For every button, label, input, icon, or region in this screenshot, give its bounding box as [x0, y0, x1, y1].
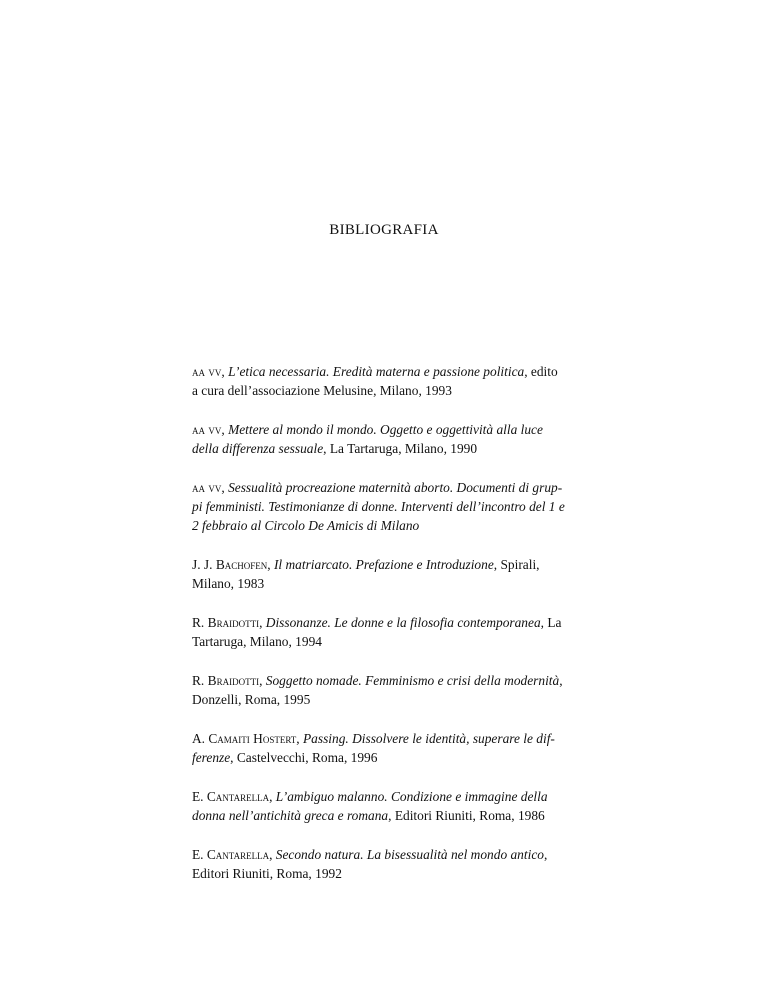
entry-title: Dissonanze. Le donne e la filosofia contemporanea	[265, 615, 541, 630]
entry-author: Camaiti Hostert	[208, 731, 297, 746]
entry-publication: , La Tartaruga, Milano, 1990	[323, 441, 478, 456]
entry-publication: , Editori Riuniti, Roma, 1986	[388, 808, 545, 823]
entry-line: aa vv, Mettere al mondo il mondo. Oggetto e oggettività alla luce	[192, 422, 543, 437]
entry-author-initials: A.	[192, 731, 209, 746]
entry-publication: ,	[559, 673, 563, 688]
entry-author: aa vv	[192, 480, 222, 495]
entry-title: Sessualità procreazione maternità aborto. Documenti di grup-	[228, 480, 563, 495]
entry-author: Cantarella	[206, 847, 270, 862]
entry-title: 2 febbraio al Circolo De Amicis di Milano	[192, 518, 420, 533]
entry-line: aa vv, Sessualità procreazione maternità aborto. Documenti di grup-	[192, 480, 563, 495]
entry-author: Cantarella	[206, 789, 270, 804]
bibliography-entry	[192, 787, 576, 825]
entry-publication: Tartaruga, Milano, 1994	[192, 634, 322, 649]
entry-line	[192, 632, 576, 651]
entry-title: donna nell’antichità greca e romana	[192, 808, 389, 823]
entry-title: della differenza sessuale	[192, 441, 324, 456]
bibliography-entry	[192, 729, 576, 767]
entry-publication: Milano, 1983	[192, 576, 265, 591]
entry-line: J. J. Bachofen, Il matriarcato. Prefazione e Introduzione, Spirali,	[192, 557, 540, 572]
entry-author-initials: R.	[192, 615, 208, 630]
entry-publication: a cura dell’associazione Melusine, Milano, 1993	[192, 383, 452, 398]
bibliography-entry	[192, 420, 576, 458]
entry-line	[192, 690, 576, 709]
bibliography-list	[192, 362, 576, 903]
entry-author: aa vv	[192, 422, 222, 437]
entry-line	[192, 381, 576, 400]
entry-author: Braidotti	[207, 673, 260, 688]
entry-author-initials: E.	[192, 789, 207, 804]
entry-author: Bachofen	[215, 557, 268, 572]
entry-line	[192, 574, 576, 593]
entry-title: Mettere al mondo il mondo. Oggetto e oggettività alla luce	[228, 422, 543, 437]
entry-title: Passing. Dissolvere le identità, superare le dif-	[302, 731, 555, 746]
entry-line	[192, 516, 576, 535]
bibliography-entry	[192, 671, 576, 709]
entry-line: E. Cantarella, L’ambiguo malanno. Condizione e immagine della	[192, 789, 548, 804]
entry-title: L’etica necessaria. Eredità materna e passione politica	[228, 364, 525, 379]
entry-line	[192, 497, 576, 516]
entry-title: Soggetto nomade. Femminismo e crisi della modernità	[265, 673, 560, 688]
entry-author-initials: E.	[192, 847, 207, 862]
entry-line: A. Camaiti Hostert, Passing. Dissolvere le identità, superare le dif-	[192, 731, 555, 746]
entry-title: Il matriarcato. Prefazione e Introduzione	[273, 557, 494, 572]
entry-line: R. Braidotti, Soggetto nomade. Femminismo e crisi della modernità,	[192, 673, 563, 688]
bibliography-entry	[192, 362, 576, 400]
bibliography-entry	[192, 478, 576, 535]
entry-title: pi femministi. Testimonianze di donne. Interventi dell’incontro del 1 e	[192, 499, 565, 514]
entry-publication: , Spirali,	[493, 557, 540, 572]
entry-publication: , La	[540, 615, 562, 630]
entry-line	[192, 864, 576, 883]
entry-publication: Editori Riuniti, Roma, 1992	[192, 866, 342, 881]
entry-author: aa vv	[192, 364, 222, 379]
entry-author-initials: J. J.	[192, 557, 216, 572]
entry-line: R. Braidotti, Dissonanze. Le donne e la filosofia contemporanea, La	[192, 615, 562, 630]
entry-title: Secondo natura. La bisessualità nel mondo antico	[275, 847, 544, 862]
entry-line: aa vv, L’etica necessaria. Eredità materna e passione politica, edito	[192, 364, 558, 379]
entry-publication: Donzelli, Roma, 1995	[192, 692, 311, 707]
entry-author: Braidotti	[207, 615, 260, 630]
page-title: BIBLIOGRAFIA	[329, 222, 439, 238]
entry-line	[192, 439, 576, 458]
entry-publication: , edito	[524, 364, 558, 379]
entry-publication: , Castelvecchi, Roma, 1996	[230, 750, 378, 765]
entry-line	[192, 748, 576, 767]
bibliography-entry	[192, 613, 576, 651]
bibliography-entry	[192, 555, 576, 593]
entry-line: E. Cantarella, Secondo natura. La bisessualità nel mondo antico,	[192, 847, 548, 862]
entry-publication: ,	[543, 847, 548, 862]
entry-title: L’ambiguo malanno. Condizione e immagine della	[275, 789, 548, 804]
entry-line	[192, 806, 576, 825]
entry-title: ferenze	[192, 750, 231, 765]
bibliography-entry	[192, 845, 576, 883]
entry-author-initials: R.	[192, 673, 208, 688]
